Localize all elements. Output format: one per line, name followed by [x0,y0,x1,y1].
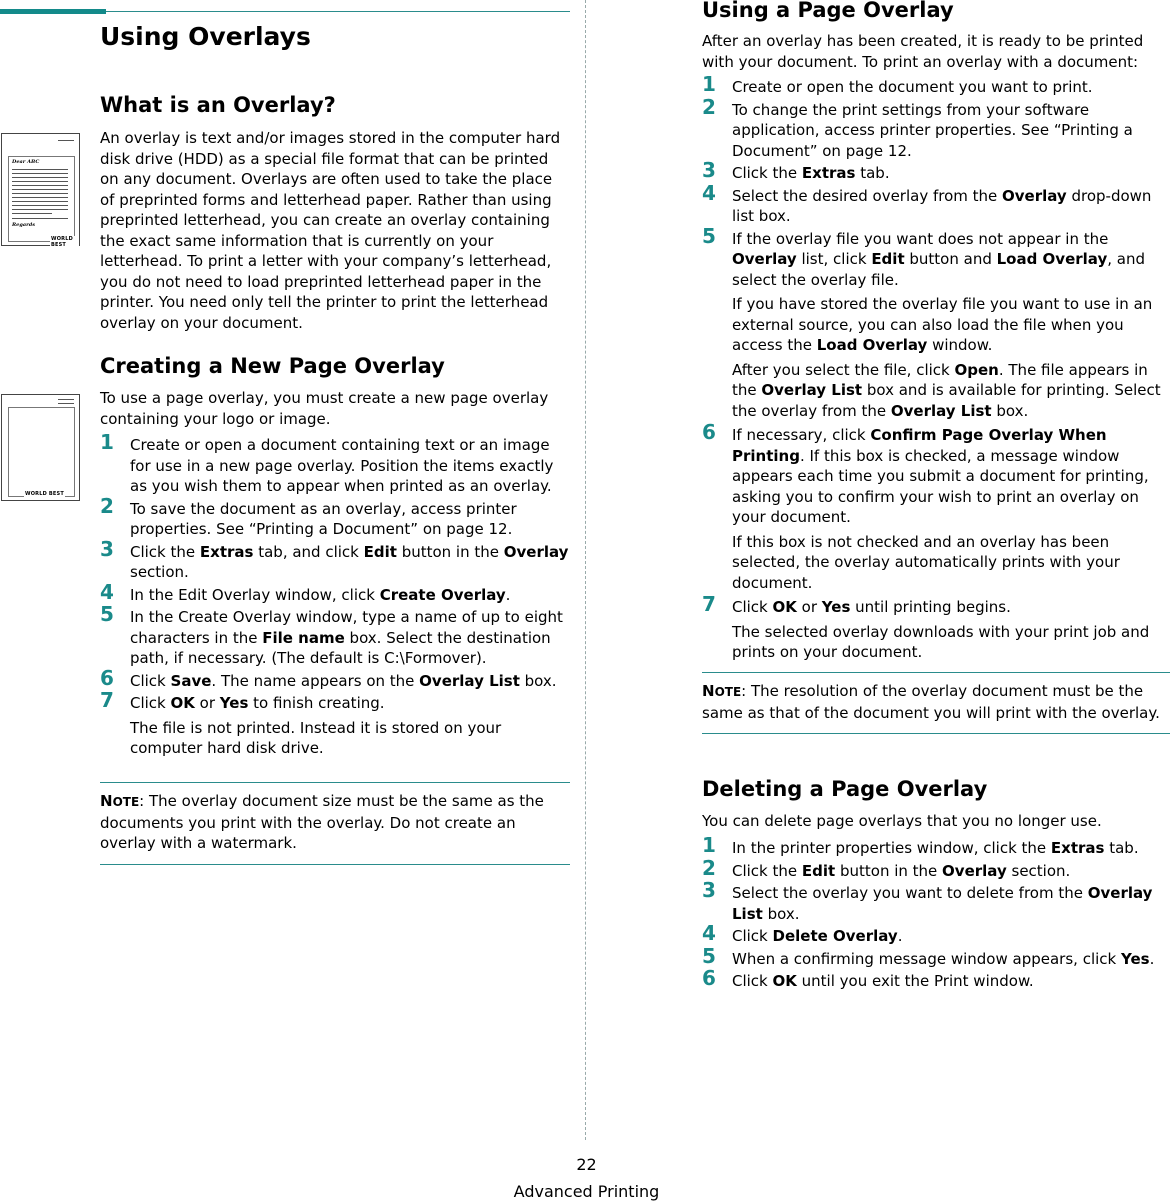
ui-term: Extras [1050,839,1105,857]
what-heading: What is an Overlay? [100,93,336,117]
step-body [732,597,1170,618]
step-item [702,420,1170,593]
step-body [732,883,1170,924]
step-body [732,926,1170,947]
step-item [702,878,1170,924]
step-text: If you have stored the overlay file you want to use in an external source, you can also load the file when you access the [732,295,1153,354]
step-number: 7 [702,592,716,616]
step-number: 3 [702,158,716,182]
step-text: Create or open a document containing text or an image for use in a new page overlay. Position the items exactly as you wish them to appear when printed as an overlay. [130,436,554,495]
step-number: 1 [702,833,716,857]
step-text: Click [732,598,773,616]
ui-term: Create Overlay [379,585,506,604]
step-item [702,94,1170,162]
using-intro: After an overlay has been created, it is ready to be printed with your document. To print an overlay with a document: [702,32,1144,71]
step-text: . If this box is checked, a message window appears each time you submit a document for printing, asking you to confirm your wish to print an overlay on your document. [732,446,1149,526]
ui-term: Open [954,360,999,379]
step-body [732,77,1170,98]
step-text: Click [130,671,171,690]
step-item [100,430,570,497]
ui-term: Extras [801,164,856,182]
step-text: box. [991,401,1029,420]
step-item [702,855,1170,882]
step-text: box. Select the destination path, if necessary. (The default is C:\Formover). [130,628,551,667]
step-body [130,671,570,692]
deleting-heading: Deleting a Page Overlay [702,777,988,801]
note-text: : The resolution of the overlay document must be the same as that of the document you will print with the overlay. [702,682,1160,722]
step-item [702,966,1170,992]
step-text: . [1149,949,1155,968]
step-body [732,163,1170,184]
step-number: 3 [702,878,716,902]
step-item [702,72,1170,98]
step-body [732,861,1170,882]
ui-term: Overlay List [890,401,992,420]
step-body [732,949,1170,970]
step-text: button in the [396,542,504,561]
section-title: Advanced Printing [513,1182,660,1201]
create-note [100,782,570,865]
step-body [130,607,570,669]
step-subparagraph: The file is not printed. Instead it is stored on your computer hard disk drive. [130,718,502,757]
page-number: 22 [576,1155,597,1174]
note-label: NOTE [702,682,742,700]
what-body: An overlay is text and/or images stored in the computer hard disk drive (HDD) as a special file format that can be printed on any document. Overlays are often used to take the place of preprinted forms and letterhead paper. Rather than using preprinted letterhead, you can create an overlay containing the exact same information that is currently on your letterhead. To print a letter with your company’s letterhead, you do not need to load preprinted letterhead paper in the printer. You need only tell the printer to print the letterhead overlay on your document. [100,129,561,332]
ui-term: OK [772,598,797,616]
step-item [100,536,570,583]
step-text: tab. [855,164,890,182]
ui-term: Overlay List [732,884,1153,923]
using-note [702,672,1170,734]
step-text: After you select the file, click [732,360,955,379]
step-text: . The file appears in the [732,360,1148,399]
page-title: Using Overlays [100,22,311,51]
step-text: In the printer properties window, click the [732,839,1051,857]
ui-term: Delete Overlay [772,927,898,945]
step-text: , and select the overlay file. [732,250,1145,289]
step-number: 5 [702,943,716,968]
ui-term: Load Overlay [816,336,928,354]
step-number: 4 [100,579,114,604]
create-heading: Creating a New Page Overlay [100,354,445,378]
step-body [732,838,1170,859]
step-text: . [505,585,511,604]
step-item [702,833,1170,859]
step-text: If necessary, click [732,426,871,444]
step-item [702,180,1170,227]
step-number: 5 [702,223,716,248]
letterhead-overlay-thumbnail [1,133,80,246]
step-text: Click [732,927,773,945]
step-number: 3 [100,536,114,561]
step-text: box and is available for printing. Select the overlay from the [732,381,1161,420]
step-number: 6 [100,665,114,690]
ui-term: Load Overlay [996,250,1108,268]
step-number: 6 [702,420,716,444]
step-item [100,665,570,692]
step-text: To change the print settings from your software application, access printer properties. See “Printing a Document” on page 12. [732,100,1133,160]
thumb-closing: Regards [12,222,36,228]
ui-term: Extras [199,542,254,561]
step-number: 4 [702,180,716,205]
ui-term: Overlay List [419,671,520,690]
step-number: 4 [702,921,716,945]
step-text: In the Create Overlay window, type a name of up to eight characters in the [130,608,563,647]
step-text: window. [927,336,993,354]
step-text: If the overlay file you want does not appear in the [732,229,1109,248]
step-item [702,592,1170,663]
ui-term: Edit [801,861,836,880]
step-text: button and [904,250,997,268]
step-body [130,585,570,606]
step-item [100,579,570,606]
step-text: section. [1006,861,1071,880]
step-item [100,493,570,540]
step-body [732,100,1170,162]
step-number: 2 [100,493,114,518]
ui-term: Yes [1120,949,1150,968]
using-heading: Using a Page Overlay [702,0,954,22]
step-text: Select the overlay you want to delete from the [732,884,1088,902]
step-item [702,921,1170,947]
step-text: To save the document as an overlay, access printer properties. See “Printing a Document” on page 12. [130,499,517,538]
step-item [100,602,570,669]
note-label: NOTE [100,792,140,810]
step-text: tab. [1104,839,1139,857]
header-rule-accent [0,9,106,14]
step-number: 1 [702,72,716,96]
step-body [130,542,570,583]
step-item [702,158,1170,184]
step-text: section. [130,563,189,581]
step-text: Click the [732,164,802,182]
ui-term: Overlay [942,861,1007,880]
ui-term: Yes [821,598,851,616]
step-text: until you exit the Print window. [796,972,1034,990]
step-subparagraph: The selected overlay downloads with your print job and prints on your document. [732,622,1150,661]
column-divider [585,0,586,1140]
step-text: . [897,927,903,945]
step-text: Click [732,972,773,990]
deleting-steps [702,833,1170,994]
deleting-intro: You can delete page overlays that you no longer use. [702,812,1102,830]
create-steps [100,430,570,763]
step-body [732,186,1170,227]
step-number: 1 [100,430,114,454]
ui-term: Confirm Page Overlay When Printing [732,426,1107,465]
step-text: or [194,694,220,712]
step-text: Click [130,694,171,712]
ui-term: Overlay [1002,186,1067,205]
step-text: list, click [796,250,872,268]
step-number: 2 [702,855,716,880]
step-text: Create or open the document you want to print. [732,78,1093,96]
step-body [130,435,570,497]
step-body [130,693,570,714]
step-text: tab, and click [253,542,364,561]
step-number: 2 [702,94,716,119]
step-body [732,971,1170,992]
step-subparagraph [732,360,1170,422]
step-text: until printing begins. [850,598,1011,616]
step-text: drop-down list box. [732,186,1152,225]
using-steps [702,72,1170,667]
create-intro: To use a page overlay, you must create a new page overlay containing your logo or image. [100,389,549,428]
step-text: When a confirming message window appears, click [732,949,1121,968]
step-text: button in the [835,861,943,880]
ui-term: File name [262,628,345,647]
step-item [702,943,1170,970]
step-text: Select the desired overlay from the [732,186,1003,205]
step-text: box. [519,671,557,690]
step-body [732,425,1170,528]
step-item [702,223,1170,422]
step-subparagraph: If this box is not checked and an overlay has been selected, the overlay automatically prints with your document. [732,532,1120,592]
step-subparagraph [732,294,1170,356]
thumb-greeting: Dear ABC [12,159,40,165]
step-text: In the Edit Overlay window, click [130,585,380,604]
ui-term: Overlay [503,542,569,561]
step-text: or [796,598,822,616]
blank-overlay-thumbnail [1,394,80,501]
ui-term: Overlay List [761,381,863,399]
ui-term: Overlay [732,250,797,268]
ui-term: Edit [871,250,905,268]
header-rule [0,11,570,12]
thumb-brand: WORLD BEST [50,236,79,248]
ui-term: OK [170,694,195,712]
step-number: 5 [100,602,114,626]
note-text: : The overlay document size must be the same as the documents you print with the overlay. Do not create an overlay with a watermark. [100,792,544,852]
step-text: . The name appears on the [211,671,420,690]
step-text: Click the [732,861,802,880]
step-body [130,499,570,540]
step-text: Click the [130,542,200,561]
step-body [732,229,1170,291]
ui-term: Edit [363,542,397,561]
step-item [100,688,570,759]
step-number: 7 [100,688,114,712]
step-text: to finish creating. [248,694,385,712]
step-number: 6 [702,966,716,990]
step-text: box. [762,904,800,923]
ui-term: Yes [219,694,249,712]
ui-term: Save [170,671,212,690]
thumb2-brand: WORLD BEST [25,491,64,497]
ui-term: OK [772,972,797,990]
